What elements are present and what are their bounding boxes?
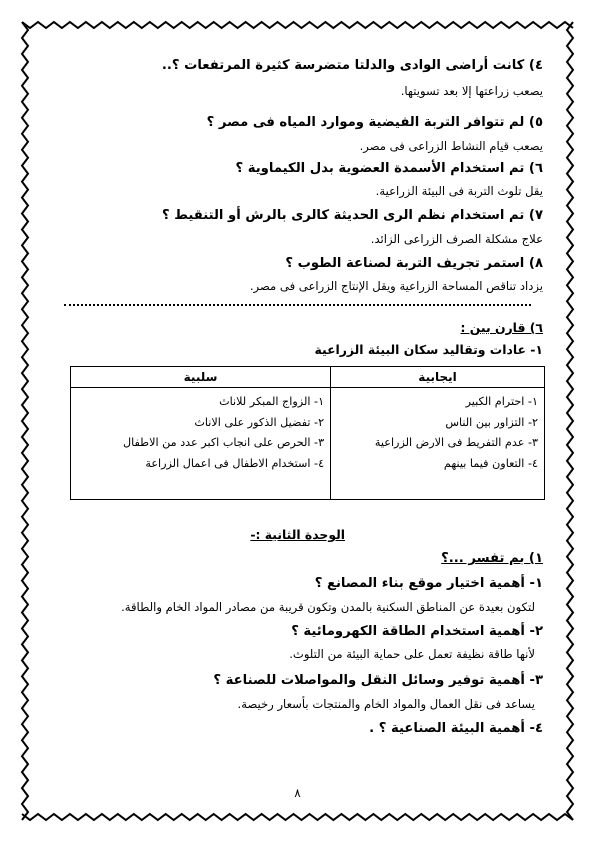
question-5: ٥) لم تتوافر التربة الفيضية وموارد المياه فى مصر ؟ (206, 115, 543, 130)
answer-8: يزداد تناقص المساحة الزراعية ويقل الإنتاج الزراعى فى مصر. (249, 279, 543, 293)
positive-header: ايجابية (331, 367, 545, 388)
positive-item: ١- احترام الكبير (465, 395, 538, 408)
question-8: ٨) استمر تجريف التربة لصناعة الطوب ؟ (285, 256, 543, 271)
unit-two-title: الوحدة الثانية :- (250, 527, 345, 542)
unit2-answer-3: يساعد فى نقل العمال والمواد الخام والمنتجات بأسعار رخيصة. (237, 697, 535, 711)
section-heading: ١) بم تفسر ...؟ (441, 551, 543, 566)
negative-header: سلبية (71, 367, 331, 388)
answer-4: يصعب زراعتها إلا بعد تسويتها. (400, 84, 543, 98)
answer-7: علاج مشكلة الصرف الزراعى الزائد. (370, 232, 543, 246)
compare-heading: ٦) قارن بين : (460, 320, 543, 335)
unit2-question-3: ٣- أهمية توفير وسائل النقل والمواصلات للصناعة ؟ (213, 673, 543, 688)
question-6: ٦) تم استخدام الأسمدة العضوية بدل الكيماوية ؟ (235, 161, 543, 176)
page-number: ٨ (294, 786, 301, 800)
unit2-question-4: ٤- أهمية البيئة الصناعية ؟ . (369, 721, 543, 736)
negative-item: ٢- تفضيل الذكور على الاناث (194, 415, 325, 429)
negative-item: ٤- استخدام الاطفال فى اعمال الزراعة (145, 456, 325, 470)
unit2-answer-1: لتكون بعيدة عن المناطق السكنية بالمدن وتكون قريبة من مصادر المواد الخام والطاقة. (121, 600, 535, 614)
question-4: ٤) كانت أراضى الوادى والدلتا متضرسة كثيرة المرتفعات ؟.. (161, 58, 543, 73)
unit2-question-1: ١- أهمية اختيار موقع بناء المصانع ؟ (314, 576, 543, 591)
negative-list (71, 388, 331, 500)
positive-item: ٢- التزاور بين الناس (445, 415, 538, 429)
dotted-separator (64, 304, 531, 306)
question-7: ٧) تم استخدام نظم الرى الحديثة كالرى بالرش أو التنقيط ؟ (161, 208, 543, 223)
unit2-question-2: ٢- أهمية استخدام الطاقة الكهرومائية ؟ (291, 624, 543, 639)
positive-list (331, 388, 545, 500)
comparison-table (70, 366, 545, 500)
answer-5: يصعب قيام النشاط الزراعى فى مصر. (359, 139, 543, 153)
unit2-answer-2: لأنها طاقة نظيفة تعمل على حماية البيئة من التلوث. (289, 647, 535, 661)
positive-item: ٣- عدم التفريط فى الارض الزراعية (374, 436, 538, 449)
negative-item: ٣- الحرص على انجاب اكبر عدد من الاطفال (122, 436, 325, 449)
compare-subheading: ١- عادات وتقاليد سكان البيئة الزراعية (314, 342, 543, 357)
answer-6: يقل تلوث التربة فى البيئة الزراعية. (375, 184, 543, 198)
negative-item: ١- الزواج المبكر للاناث (219, 395, 325, 408)
positive-item: ٤- التعاون فيما بينهم (443, 456, 538, 470)
